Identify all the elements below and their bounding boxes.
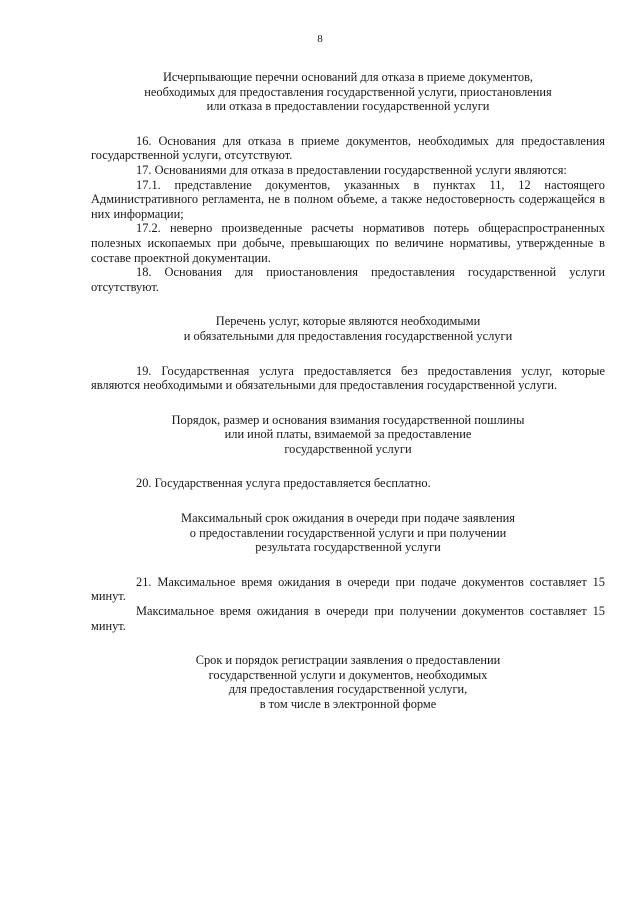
heading-line: о предоставлении государственной услуги и при получении	[189, 525, 507, 540]
heading-line: необходимых для предоставления государственной услуги, приостановления	[144, 84, 552, 99]
heading-line: Перечень услуг, которые являются необходимыми	[215, 314, 481, 329]
paragraph-16: 16. Основания для отказа в приеме документов, необходимых для предоставления государственной услуги, отсутствуют.	[91, 133, 605, 163]
heading-line: Исчерпывающие перечни оснований для отказа в приеме документов,	[162, 70, 534, 84]
refusal-grounds-heading	[91, 70, 605, 114]
heading-line: или иной платы, взимаемой за предоставление	[224, 427, 472, 442]
heading-line: результата государственной услуги	[255, 540, 441, 555]
heading-line: государственной услуги	[284, 441, 412, 456]
paragraph-18: 18. Основания для приостановления предоставления государственной услуги отсутствуют.	[91, 265, 605, 294]
heading-line: или отказа в предоставлении государственной услуги	[206, 99, 490, 114]
heading-line: Срок и порядок регистрации заявления о предоставлении	[195, 653, 501, 668]
heading-line: для предоставления государственной услуги,	[228, 682, 468, 697]
waiting-time-heading	[91, 511, 605, 555]
required-services-heading	[91, 314, 605, 343]
heading-line: Максимальный срок ожидания в очереди при подаче заявления	[181, 511, 515, 526]
paragraph-17: 17. Основаниями для отказа в предоставлении государственной услуги являются:	[136, 162, 567, 177]
paragraph-19: 19. Государственная услуга предоставляется без предоставления услуг, которые являются необходимыми и обязательными для предоставления государственной услуги.	[91, 363, 605, 393]
paragraph-17-2: 17.2. неверно произведенные расчеты нормативов потерь общераспространенных полезных ископаемых при добыче, превышающих по величине нормативы, утвержденные в составе проектной документации.	[91, 221, 605, 265]
state-fee-heading	[91, 413, 605, 457]
heading-line: Порядок, размер и основания взимания государственной пошлины	[171, 412, 525, 427]
heading-line: и обязательными для предоставления государственной услуги	[183, 328, 513, 343]
page-number: 8	[317, 33, 323, 45]
paragraph-20: 20. Государственная услуга предоставляется бесплатно.	[136, 476, 431, 491]
registration-heading	[91, 653, 605, 711]
paragraph-21-receipt: Максимальное время ожидания в очереди при получении документов составляет 15 минут.	[91, 604, 605, 633]
paragraph-21: 21. Максимальное время ожидания в очереди при подаче документов составляет 15 минут.	[91, 574, 605, 604]
document-body	[91, 70, 605, 712]
heading-line: в том числе в электронной форме	[259, 697, 437, 711]
paragraph-17-1: 17.1. представление документов, указанных в пунктах 11, 12 настоящего Административного регламента, не в полном объеме, а также недостоверность содержащейся в них информации;	[91, 177, 605, 221]
heading-line: государственной услуги и документов, необходимых	[208, 667, 488, 682]
